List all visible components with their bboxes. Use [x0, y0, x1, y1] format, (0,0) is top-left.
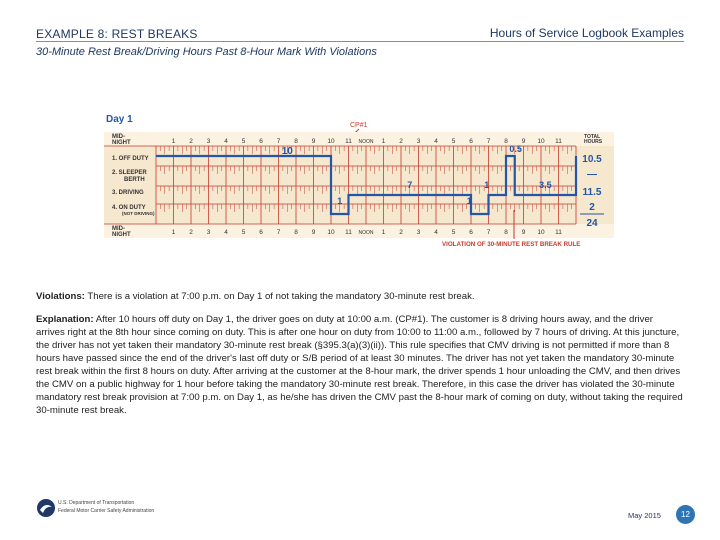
hour-number: 11	[555, 138, 562, 145]
hour-number: 3	[416, 138, 421, 145]
midnight-label-bottom: MID-NIGHT	[112, 226, 131, 238]
hour-number: 7	[276, 138, 281, 145]
total-off-duty: 10.5	[582, 154, 602, 165]
hour-number: 4	[434, 229, 438, 236]
violation-label: VIOLATION OF 30-MINUTE REST BREAK RULE	[442, 241, 581, 248]
hour-number: 5	[451, 138, 456, 145]
hour-number: 3	[416, 229, 421, 236]
hour-number: 3	[206, 138, 211, 145]
hour-number: 2	[189, 138, 193, 145]
segment-label-off-duty-1: 10	[281, 146, 293, 157]
header-divider	[36, 41, 684, 42]
deck-title: Hours of Service Logbook Examples	[489, 26, 684, 40]
violations-text: There is a violation at 7:00 p.m. on Day 1 of not taking the mandatory 30-minute rest break.	[87, 291, 475, 302]
hour-number: 1	[171, 138, 176, 145]
total-sleeper-berth: —	[587, 169, 597, 180]
hour-number: 6	[469, 138, 473, 145]
day-label: Day 1	[106, 114, 133, 125]
hour-number: 2	[189, 229, 193, 236]
hour-number: 11	[345, 229, 352, 236]
hour-number: 6	[259, 138, 263, 145]
row-label-driving: 3. DRIVING	[112, 190, 144, 196]
section-title: EXAMPLE 8: REST BREAKS	[36, 27, 198, 41]
hour-number: 7	[276, 229, 281, 236]
hour-number: 4	[224, 138, 228, 145]
hour-number: 6	[259, 229, 263, 236]
grand-total: 24	[586, 218, 598, 229]
hour-number: 9	[311, 229, 316, 236]
hour-number: NOON	[358, 230, 374, 236]
total-hours-label: TOTAL HOURS	[584, 134, 603, 145]
hour-number: 3	[206, 229, 211, 236]
row-label-on-duty: 4. ON DUTY	[112, 205, 146, 211]
hour-number: 8	[504, 229, 508, 236]
hour-number: 5	[451, 229, 456, 236]
hour-number: 10	[537, 229, 545, 236]
slide-subtitle: 30-Minute Rest Break/Driving Hours Past 8-Hour Mark With Violations	[36, 46, 377, 58]
hour-number: 9	[311, 138, 316, 145]
row-label-off-duty: 1. OFF DUTY	[112, 156, 149, 162]
explanation-label: Explanation:	[36, 314, 94, 325]
hour-number: 11	[555, 229, 562, 236]
violations-label: Violations:	[36, 291, 85, 302]
midnight-label-top: MID-NIGHT	[112, 134, 131, 146]
segment-label-on-duty-1: 1	[337, 196, 343, 206]
hour-number: 9	[521, 138, 526, 145]
hour-number: 7	[486, 229, 491, 236]
segment-label-on-duty-2: 1	[466, 196, 472, 206]
hour-number: 1	[381, 229, 386, 236]
segment-label-driving-3: 3.5	[539, 180, 552, 190]
hour-number: 10	[537, 138, 545, 145]
hour-number: 8	[294, 138, 298, 145]
total-on-duty: 2	[589, 202, 595, 213]
logbook-background	[104, 132, 614, 238]
checkpoint-label: CP#1	[350, 122, 368, 129]
row-label-sleeper-berth: 2. SLEEPER BERTH	[112, 170, 147, 183]
hour-number: 5	[241, 229, 246, 236]
explanation-text: After 10 hours off duty on Day 1, the driver goes on duty at 10:00 a.m. (CP#1). The customer is 8 driving hours away, and the driver arrives right at the 8th hour since coming on duty. This is after one hour on duty from 10:00 to 11:00 a.m., followed by 7 hours of driving. At this juncture, the driver has not yet taken their mandatory 30-minute rest break (§395.3(a)(3)(ii)). This rule specifies that CMV driving is not permitted if more than 8 hours have passed since the end of the driver's last off duty or S/B period of at least 30 minutes. The driver has not yet taken the mandatory 30-minute rest break within the first 8 hours on duty. After arriving at the customer at the 8-hour mark, the driver spends 1 hour unloading the CMV, and then drives the CMV on a public highway for 1 hour before taking the mandatory 30-minute rest break. Therefore, in this case the driver has violated the 30-minute mandatory rest break provision at 7:00 p.m. on Day 1, as he/she has driven the CMV past the 8-hour mark of coming on duty, without taking the required 30-minute rest break.	[36, 314, 683, 416]
hour-number: 10	[327, 229, 335, 236]
hour-number: 2	[399, 229, 403, 236]
hour-number: 8	[504, 138, 508, 145]
agency-line-1: U.S. Department of Transportation	[58, 500, 135, 506]
explanation-paragraph	[36, 313, 684, 417]
hour-number: 7	[486, 138, 491, 145]
agency-line-2: Federal Motor Carrier Safety Administration	[58, 508, 155, 514]
hour-number: 4	[434, 138, 438, 145]
dot-logo-icon	[36, 498, 56, 518]
violations-paragraph	[36, 290, 684, 303]
hour-number: 6	[469, 229, 473, 236]
hour-number: 11	[345, 138, 352, 145]
footer-date: May 2015	[628, 511, 661, 520]
hour-number: 10	[327, 138, 335, 145]
hour-number: 4	[224, 229, 228, 236]
hour-number: 8	[294, 229, 298, 236]
segment-label-driving-1: 7	[407, 180, 413, 190]
page-number-badge: 12	[676, 505, 695, 524]
logbook-graph	[104, 110, 614, 250]
hour-number: 1	[381, 138, 386, 145]
segment-label-off-duty-2: 0.5	[509, 144, 522, 154]
row-sublabel-on-duty: (NOT DRIVING)	[122, 211, 155, 216]
hour-number: 9	[521, 229, 526, 236]
hour-number: 1	[171, 229, 176, 236]
hour-number: NOON	[358, 139, 374, 145]
total-driving: 11.5	[582, 187, 602, 198]
segment-label-driving-2: 1	[484, 180, 490, 190]
hour-number: 2	[399, 138, 403, 145]
hour-number: 5	[241, 138, 246, 145]
